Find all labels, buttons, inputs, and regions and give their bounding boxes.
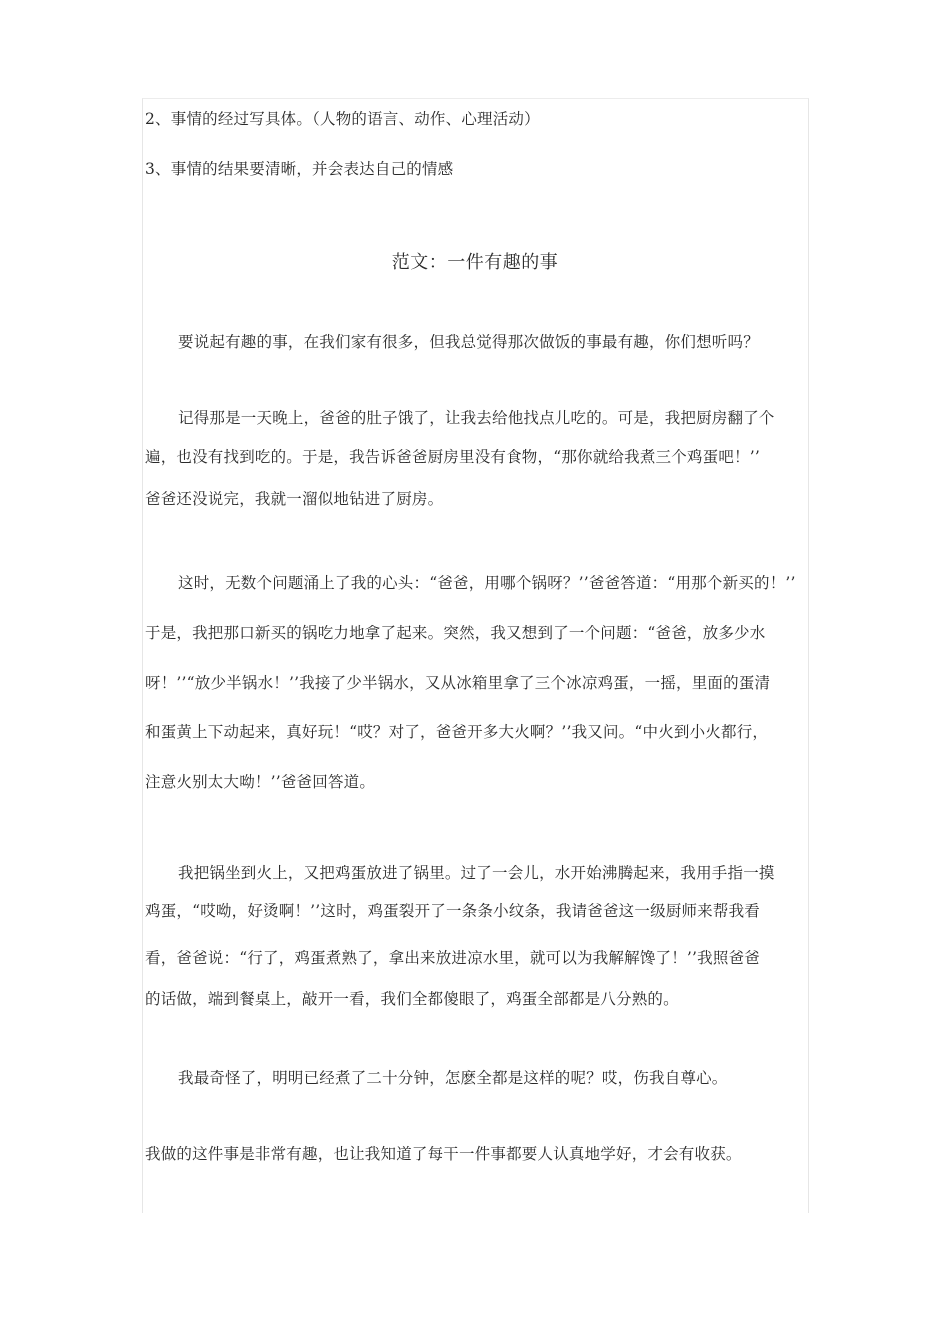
paragraph-1-line-1: 要说起有趣的事，在我们家有很多，但我总觉得那次做饭的事最有趣，你们想听吗？ bbox=[178, 333, 759, 351]
paragraph-4-line-2: 鸡蛋，“哎呦，好烫啊！’’这时，鸡蛋裂开了一条条小纹条，我请爸爸这一级厨师来帮我看 bbox=[145, 902, 760, 920]
paragraph-6-line-1: 我做的这件事是非常有趣，也让我知道了每干一件事都要人认真地学好，才会有收获。 bbox=[145, 1145, 742, 1163]
paragraph-3-line-2: 于是，我把那口新买的锅吃力地拿了起来。突然，我又想到了一个问题：“爸爸，放多少水 bbox=[145, 624, 766, 642]
essay-title: 范文：一件有趣的事 bbox=[391, 252, 559, 273]
requirement-item-2: 2、事情的经过写具体。（人物的语言、动作、心理活动） bbox=[145, 110, 540, 128]
paragraph-4-line-1: 我把锅坐到火上，又把鸡蛋放进了锅里。过了一会儿，水开始沸腾起来，我用手指一摸 bbox=[178, 864, 775, 882]
paragraph-2-line-3: 爸爸还没说完，我就一溜似地钻进了厨房。 bbox=[145, 490, 444, 508]
paragraph-2-line-2: 遍，也没有找到吃的。于是，我告诉爸爸厨房里没有食物，“那你就给我煮三个鸡蛋吧！’’ bbox=[145, 448, 760, 466]
paragraph-3-line-3: 呀！’’“放少半锅水！’’我接了少半锅水，又从冰箱里拿了三个冰凉鸡蛋，一摇，里面的蛋清 bbox=[145, 674, 771, 692]
requirement-item-3: 3、事情的结果要清晰，并会表达自己的情感 bbox=[145, 160, 454, 178]
paragraph-4-line-4: 的话做，端到餐桌上，敲开一看，我们全都傻眼了，鸡蛋全部都是八分熟的。 bbox=[145, 990, 679, 1008]
paragraph-2-line-1: 记得那是一天晚上，爸爸的肚子饿了，让我去给他找点儿吃的。可是，我把厨房翻了个 bbox=[178, 409, 775, 427]
paragraph-3-line-5: 注意火别太大呦！’’爸爸回答道。 bbox=[145, 773, 376, 791]
paragraph-4-line-3: 看，爸爸说：“行了，鸡蛋煮熟了，拿出来放进凉水里，就可以为我解解馋了！’’我照爸爸 bbox=[145, 949, 760, 967]
paragraph-5-line-1: 我最奇怪了，明明已经煮了二十分钟，怎麽全都是这样的呢？哎，伤我自尊心。 bbox=[178, 1069, 728, 1087]
paragraph-3-line-1: 这时，无数个问题涌上了我的心头：“爸爸，用哪个锅呀？’’爸爸答道：“用那个新买的！’’ bbox=[178, 574, 796, 592]
paragraph-3-line-4: 和蛋黄上下动起来，真好玩！“哎？对了，爸爸开多大火啊？’’我又问。“中火到小火都行， bbox=[145, 723, 769, 741]
